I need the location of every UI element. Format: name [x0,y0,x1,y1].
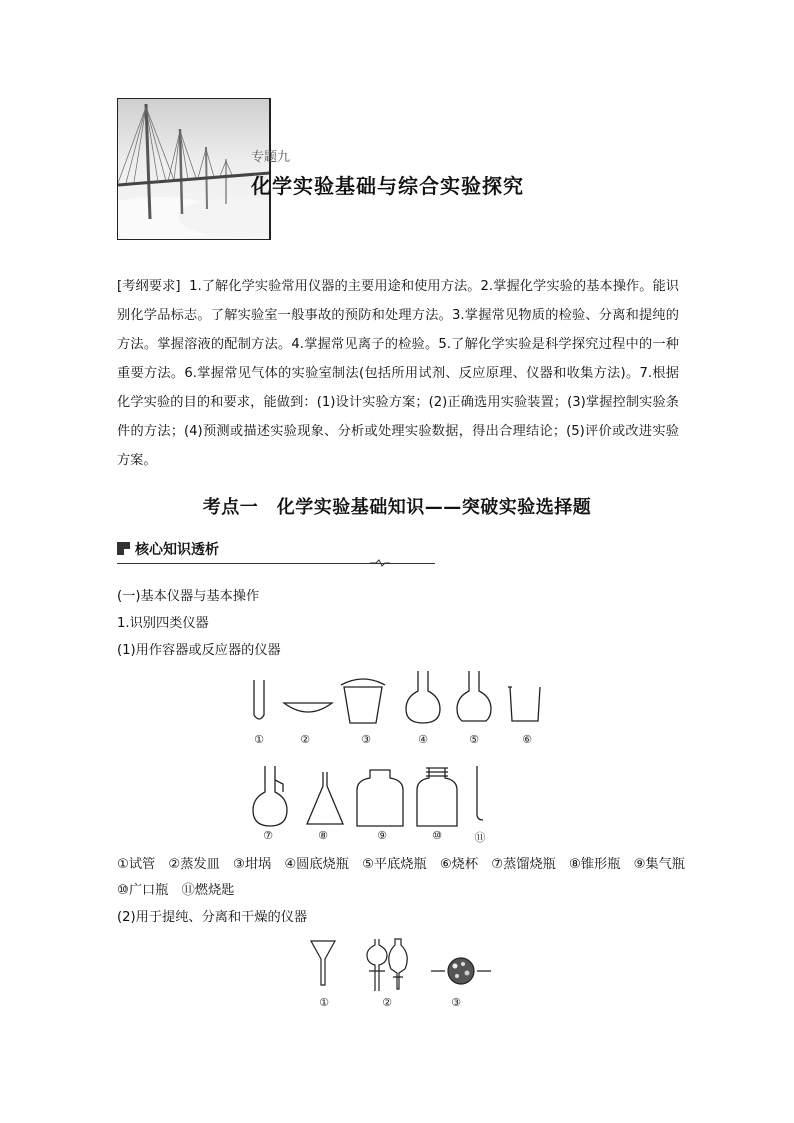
requirements-lead: [考纲要求] [117,279,181,294]
pear-separatory-funnel-icon [389,939,408,989]
erlenmeyer-flask-icon [307,772,343,824]
label-6: ⑥ [522,733,532,746]
chapter-title: 化学实验基础与综合实验探究 [251,174,524,198]
funnel-icon [311,941,335,985]
container-instruments-row2 [245,762,495,832]
evaporating-dish-icon [284,703,332,712]
bridge-illustration [118,99,270,239]
requirements-text: 1.了解化学实验常用仪器的主要用途和使用方法。2.掌握化学实验的基本操作。能识别化学品标志。了解实验室一般事故的预防和处理方法。3.掌握常见物质的检验、分离和提纯的方法。掌握溶液的配制方法。4.掌握常见离子的检验。5.了解化学实验是科学探究过程中的一种重要方法。6.掌握常见气体的实验室制法(包括所用试剂、反应原理、仪器和收集方法)。7.根据化学实验的目的和要求，能做到：(1)设计实验方案；(2)正确选用实验装置；(3)掌握控制实验条件的方法；(4)预测或描述实验现象、分析或处理实验数据，得出合理结论；(5)评价或改进实验方案。 [117,279,679,468]
gas-collecting-bottle-icon [357,770,403,826]
identify-instruments-heading: 1.识别四类仪器 [117,616,209,631]
core-knowledge-square-cutout [124,549,130,555]
exam-requirements [117,272,679,475]
purify-label-1: ① [319,996,329,1009]
core-knowledge-title: 核心知识透析 [135,542,219,558]
purify-instruments-heading: (2)用于提纯、分离和干燥的仪器 [117,910,308,925]
label-2: ② [300,733,310,746]
label-1: ① [254,733,264,746]
container-instruments-row1 [240,665,560,755]
banner-right-border [269,98,271,239]
label-9: ⑨ [377,829,387,842]
label-8: ⑧ [318,829,328,842]
label-3: ③ [361,733,371,746]
purify-label-2: ② [382,996,392,1009]
section-heading: 考点一 化学实验基础知识——突破实验选择题 [202,497,592,518]
flat-bottom-flask-icon [457,671,491,721]
container-instruments-caption: ①试管 ②蒸发皿 ③坩埚 ④圆底烧瓶 ⑤平底烧瓶 ⑥烧杯 ⑦蒸馏烧瓶 ⑧锥形瓶 ⑨集气瓶 ⑩广口瓶 ⑪燃烧匙 [117,857,699,898]
purify-label-3: ③ [451,996,461,1009]
label-5: ⑤ [469,733,479,746]
container-instruments-heading: (1)用作容器或反应器的仪器 [117,643,281,658]
round-bottom-flask-icon [406,671,440,723]
basic-instruments-heading: (一)基本仪器与基本操作 [117,589,260,604]
label-7: ⑦ [263,829,273,842]
test-tube-icon [254,680,264,719]
label-4: ④ [418,733,428,746]
combustion-spoon-icon [477,766,483,820]
crucible-icon [341,679,385,723]
label-11: ⑪ [474,831,486,844]
divider-notch [370,558,390,568]
label-10: ⑩ [432,829,442,842]
distillation-flask-icon [253,766,287,826]
beaker-icon [508,687,540,721]
purify-instruments-row [305,933,495,995]
wide-mouth-bottle-icon [417,768,457,826]
subject-label: 专题九 [251,150,291,165]
bridge-banner-image [117,98,271,240]
separatory-funnel-icon [367,939,387,991]
